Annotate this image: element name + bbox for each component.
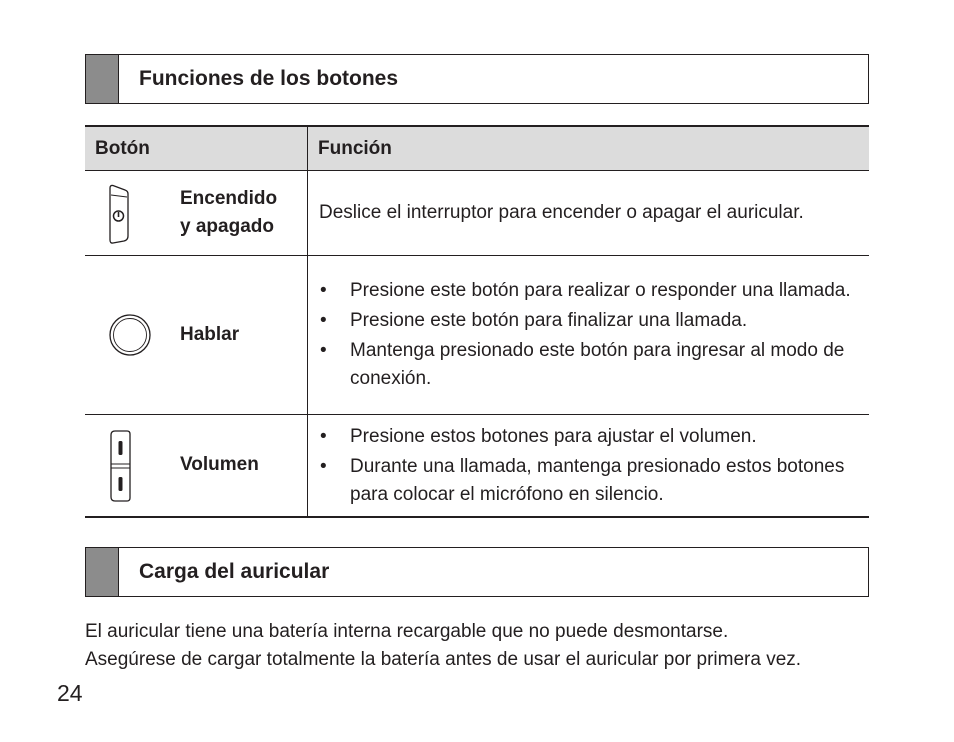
power-switch-icon xyxy=(107,184,131,244)
section-header-charging xyxy=(85,547,869,597)
function-bullet-list xyxy=(319,423,861,509)
bullet-dot: • xyxy=(320,340,327,361)
table-row xyxy=(85,256,869,415)
list-item xyxy=(319,277,861,305)
section-title: Funciones de los botones xyxy=(139,67,399,90)
section-tab-marker xyxy=(86,548,119,596)
column-header-function: Función xyxy=(308,126,870,171)
button-functions-table xyxy=(85,125,869,518)
bullet-text: Mantenga presionado este botón para ingresar al modo de conexión. xyxy=(350,340,845,389)
bullet-text: Presione estos botones para ajustar el volumen. xyxy=(350,425,757,447)
bullet-text: Presione este botón para finalizar una llamada. xyxy=(350,310,748,331)
list-item xyxy=(319,337,861,393)
charging-paragraph xyxy=(85,618,801,674)
page-number: 24 xyxy=(57,680,83,706)
button-cell xyxy=(85,171,308,256)
bullet-text: Presione este botón para realizar o responder una llamada. xyxy=(350,280,851,301)
list-item xyxy=(319,423,861,451)
list-item xyxy=(319,453,861,509)
column-header-button: Botón xyxy=(85,126,308,171)
paragraph-line: Asegúrese de cargar totalmente la batería antes de usar el auricular por primera vez. xyxy=(85,649,802,670)
bullet-dot: • xyxy=(320,455,327,477)
section-tab-marker xyxy=(86,55,119,103)
section-header-button-functions xyxy=(85,54,869,104)
bullet-text: Durante una llamada, mantenga presionado estos botones para colocar el micrófono en silencio. xyxy=(350,455,845,505)
button-name-line2: y apagado xyxy=(180,216,274,237)
button-cell xyxy=(85,256,308,415)
button-cell xyxy=(85,415,308,518)
function-cell xyxy=(308,256,870,415)
button-name-line1: Encendido xyxy=(180,188,278,209)
table-header-row xyxy=(85,126,869,171)
section-title: Carga del auricular xyxy=(139,560,330,583)
function-cell xyxy=(308,415,870,518)
function-bullet-list xyxy=(319,277,861,393)
paragraph-line: El auricular tiene una batería interna recargable que no puede desmontarse. xyxy=(85,621,729,642)
table-row xyxy=(85,171,869,256)
bullet-dot: • xyxy=(320,280,327,301)
button-name: Volumen xyxy=(180,454,259,475)
bullet-dot: • xyxy=(320,425,327,447)
function-cell: Deslice el interruptor para encender o apagar el auricular. xyxy=(308,171,870,256)
table-row xyxy=(85,415,869,518)
bullet-dot: • xyxy=(320,310,327,331)
volume-buttons-icon xyxy=(107,430,133,502)
talk-button-icon xyxy=(107,312,153,358)
list-item xyxy=(319,307,861,335)
button-name: Hablar xyxy=(180,324,240,345)
button-name xyxy=(180,185,277,241)
